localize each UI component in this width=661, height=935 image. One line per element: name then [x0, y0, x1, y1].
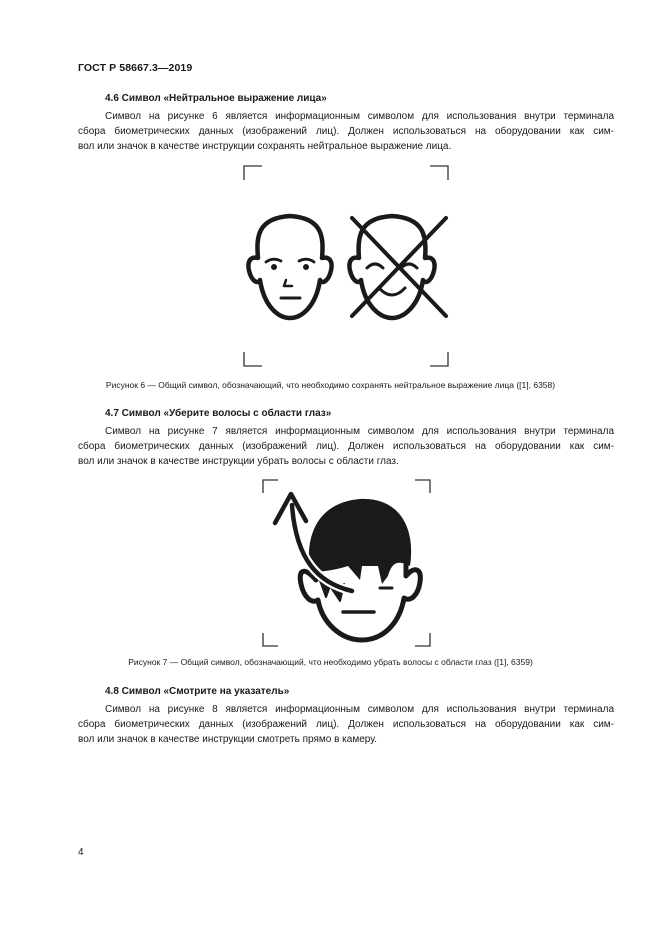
figure-7-caption: Рисунок 7 — Общий символ, обозначающий, что необходимо убрать волосы с области глаз ([1], 6359)	[128, 657, 533, 667]
paragraph-line: вол или значок в качестве инструкции убрать волосы с области глаз.	[78, 456, 399, 467]
page-number: 4	[78, 847, 84, 858]
paragraph-line: сбора биометрических данных (изображений лиц). Должен использоваться на оборудовании как сим-	[78, 441, 614, 452]
section-heading-4-6: 4.6 Символ «Нейтральное выражение лица»	[105, 93, 327, 104]
paragraph-line: Символ на рисунке 6 является информационным символом для использования внутри терминала	[105, 111, 614, 122]
paragraph-line: вол или значок в качестве инструкции сохранять нейтральное выражение лица.	[78, 141, 452, 152]
paragraph-line: Символ на рисунке 8 является информационным символом для использования внутри терминала	[105, 704, 614, 715]
paragraph-line: Символ на рисунке 7 является информационным символом для использования внутри терминала	[105, 426, 614, 437]
paragraph-line: сбора биометрических данных (изображений лиц). Должен использоваться на оборудовании как сим-	[78, 719, 614, 730]
section-paragraph-4-8	[78, 702, 614, 747]
section-heading-4-7: 4.7 Символ «Уберите волосы с области глаз»	[105, 408, 332, 419]
section-heading-4-8: 4.8 Символ «Смотрите на указатель»	[105, 686, 290, 697]
paragraph-line: сбора биометрических данных (изображений лиц). Должен использоваться на оборудовании как сим-	[78, 126, 614, 137]
paragraph-line: вол или значок в качестве инструкции смотреть прямо в камеру.	[78, 734, 377, 745]
standard-header: ГОСТ Р 58667.3—2019	[78, 62, 193, 74]
figure-6-caption: Рисунок 6 — Общий символ, обозначающий, что необходимо сохранять нейтральное выражение лица ([1], 6358)	[105, 380, 556, 390]
